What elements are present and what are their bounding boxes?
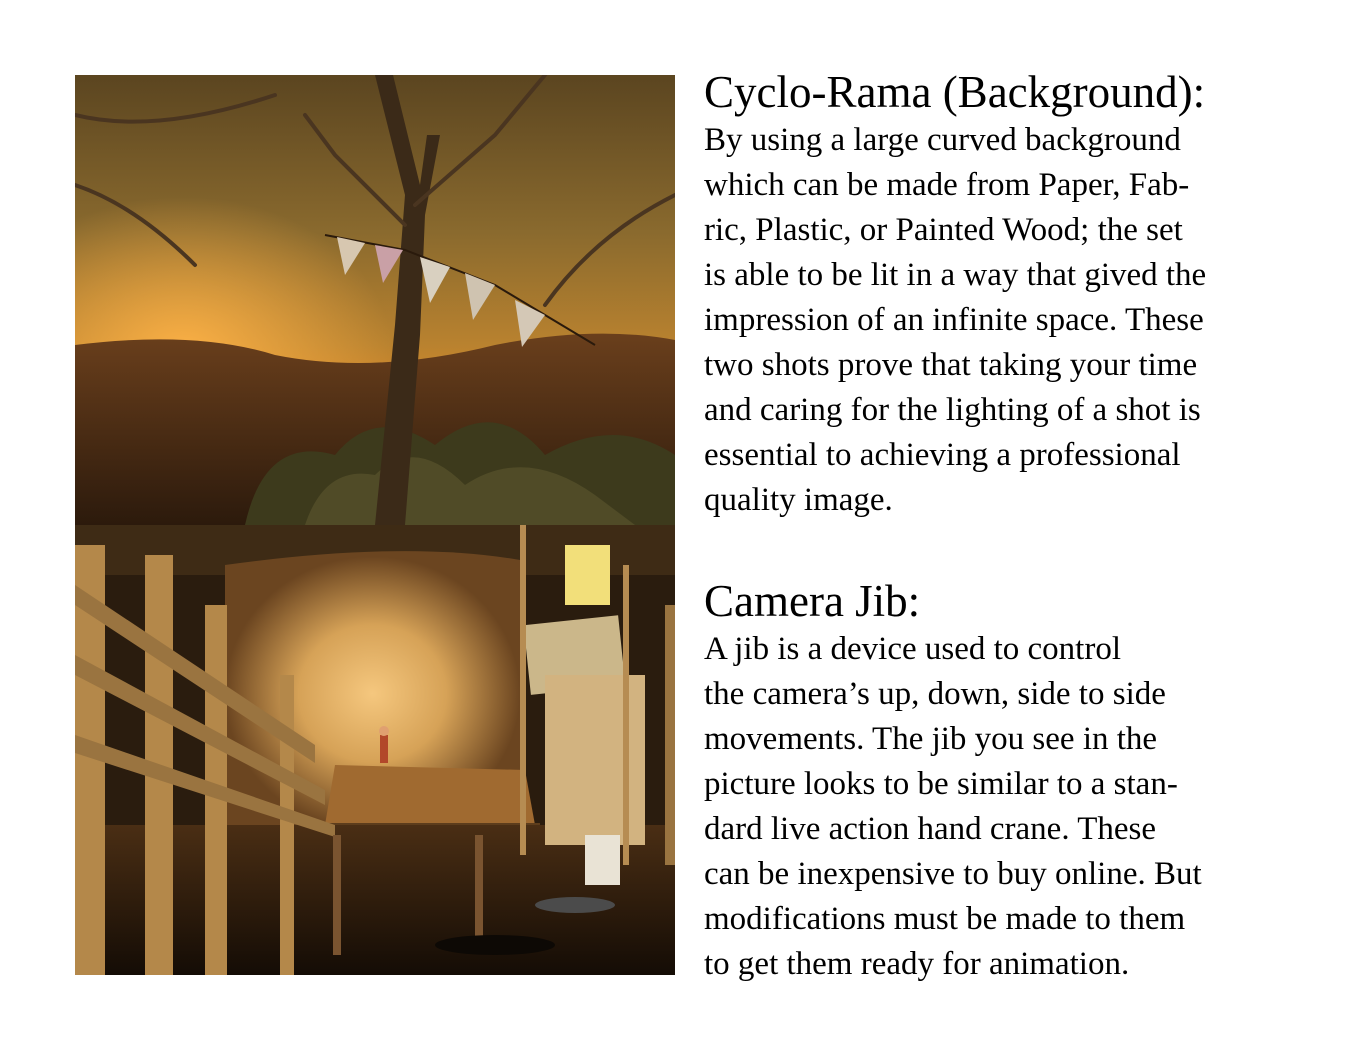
paragraph-camera-jib <box>704 627 1314 987</box>
text-line: A jib is a device used to control <box>704 631 1121 667</box>
heading-cyclorama: Cyclo-Rama (Background): <box>704 67 1206 117</box>
photo-studio-set-jib <box>75 525 675 975</box>
text-line: dard live action hand crane. These <box>704 811 1157 847</box>
text-line: to get them ready for animation. <box>704 946 1130 982</box>
text-line: and caring for the lighting of a shot is <box>704 392 1201 428</box>
text-line: modifications must be made to them <box>704 901 1186 937</box>
section-camera-jib <box>704 575 1314 987</box>
text-line: which can be made from Paper, Fab- <box>704 167 1190 203</box>
text-line: can be inexpensive to buy online. But <box>704 856 1202 892</box>
text-line: quality image. <box>704 482 893 518</box>
text-line: movements. The jib you see in the <box>704 721 1158 757</box>
text-line: essential to achieving a professional <box>704 437 1181 473</box>
text-line: ric, Plastic, or Painted Wood; the set <box>704 212 1183 248</box>
section-cyclorama <box>704 66 1314 523</box>
heading-camera-jib: Camera Jib: <box>704 576 921 626</box>
photo-miniature-tree-set <box>75 75 675 525</box>
text-line: two shots prove that taking your time <box>704 347 1198 383</box>
text-line: picture looks to be similar to a stan- <box>704 766 1178 802</box>
text-line: impression of an infinite space. These <box>704 302 1204 338</box>
text-line: the camera’s up, down, side to side <box>704 676 1166 712</box>
photo-studio-set-image <box>75 525 675 975</box>
text-line: By using a large curved background <box>704 122 1181 158</box>
paragraph-cyclorama <box>704 118 1314 523</box>
text-line: is able to be lit in a way that gived the <box>704 257 1207 293</box>
photo-miniature-tree-image <box>75 75 675 525</box>
